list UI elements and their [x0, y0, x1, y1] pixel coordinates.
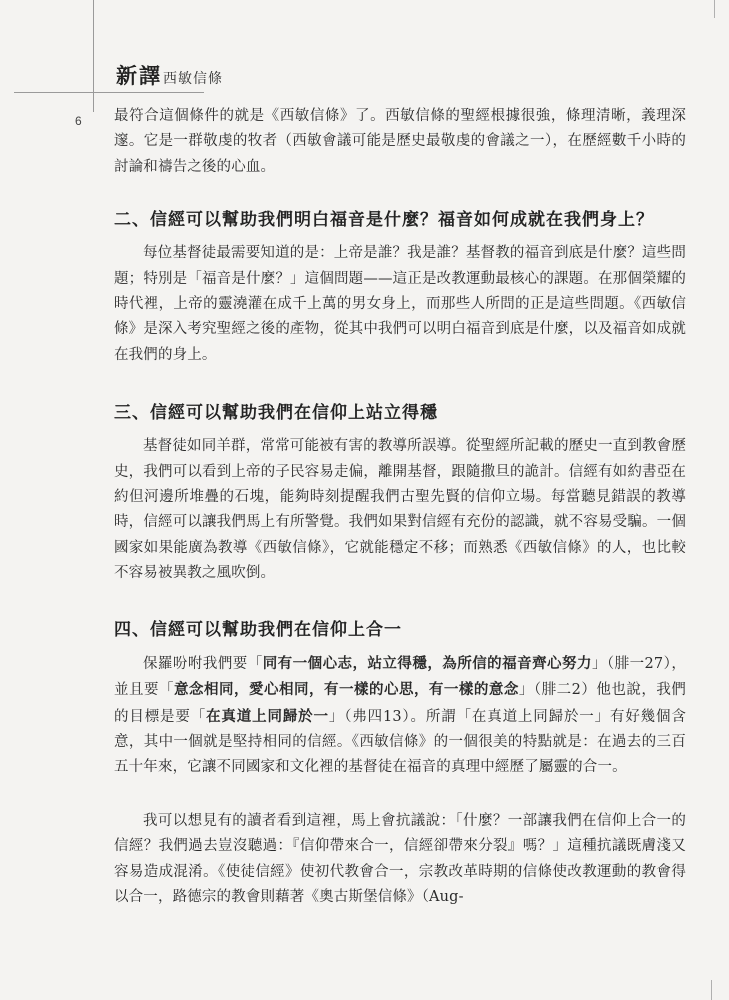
page-content — [114, 104, 686, 910]
crop-mark-bottom — [711, 980, 712, 1000]
page-number: 6 — [75, 114, 82, 128]
section-heading-3: 三、信經可以幫助我們在信仰上站立得穩 — [114, 403, 438, 424]
section-4-paragraph-2: 我可以想見有的讀者看到這裡，馬上會抗議說：「什麼？一部讓我們在信仰上合一的信經？我們過去豈沒聽過：『信仰帶來合一，信經卻帶來分裂』嗎？」這種抗議既膚淺又容易造成混淆。《使徒信經》使初代教會合一，宗教改革時期的信條使改教運動的教會得以合一，路德宗的教會則藉著《奧古斯堡信條》（Aug- — [114, 812, 686, 905]
section-4-text-a: 保羅吩咐我們要「 — [143, 655, 263, 672]
scripture-quote-1: 同有一個心志，站立得穩，為所信的福音齊心努力 — [262, 654, 592, 672]
section-heading-4: 四、信經可以幫助我們在信仰上合一 — [114, 619, 402, 640]
book-title-sub: 西敏信條 — [163, 71, 223, 87]
section-4-text-d: 」（弗四13）。所謂「在真道上同歸於一」有好幾個含意，其中一個就是堅持相同的信經。《西敏信條》的一個很美的特點就是：在過去的三百五十年來，它讓不同國家和文化裡的基督徒在福音的真理中經歷了屬靈的合一。 — [114, 708, 687, 776]
running-header — [116, 60, 223, 90]
section-2-paragraph: 每位基督徒最需要知道的是：上帝是誰？我是誰？基督教的福音到底是什麼？這些問題；特別是「福音是什麼？」這個問題——這正是改教運動最核心的課題。在那個榮耀的時代裡，上帝的靈澆灌在成千上萬的男女身上，而那些人所問的正是這些問題。《西敏信條》是深入考究聖經之後的產物，從其中我們可以明白福音到底是什麼，以及福音如成就在我們的身上。 — [114, 245, 686, 363]
intro-paragraph: 最符合這個條件的就是《西敏信條》了。西敏信條的聖經根據很強，條理清晰，義理深邃。它是一群敬虔的牧者（西敏會議可能是歷史最敬虔的會議之一），在歷經數千小時的討論和禱告之後的心血。 — [114, 108, 686, 175]
scripture-quote-3: 在真道上同歸於一 — [206, 707, 329, 725]
section-heading-2: 二、信經可以幫助我們明白福音是什麼？福音如何成就在我們身上？ — [114, 210, 654, 231]
book-title-main: 新譯 — [116, 63, 162, 88]
header-horizontal-rule — [14, 92, 204, 93]
section-4-text-c: 」（腓二2）他也說，我們的目標是要「 — [114, 682, 687, 725]
crop-mark-top — [714, 0, 715, 18]
section-4-paragraph — [114, 651, 686, 781]
section-4-text-b: 」（腓一27），並且要「 — [114, 655, 686, 699]
scripture-quote-2: 意念相同，愛心相同，有一樣的心思，有一樣的意念 — [174, 681, 519, 699]
header-vertical-rule — [93, 0, 94, 112]
section-3-paragraph: 基督徒如同羊群，常常可能被有害的教導所誤導。從聖經所記載的歷史一直到教會歷史，我們可以看到上帝的子民容易走偏，離開基督，跟隨撒旦的詭計。信經有如約書亞在約但河邊所堆疊的石塊，能夠時刻提醒我們古聖先賢的信仰立場。每當聽見錯誤的教導時，信經可以讓我們馬上有所警覺。我們如果對信經有充份的認識，就不容易受騙。一個國家如果能廣為教導《西敏信條》，它就能穩定不移；而熟悉《西敏信條》的人，也比較不容易被異教之風吹倒。 — [114, 438, 686, 582]
